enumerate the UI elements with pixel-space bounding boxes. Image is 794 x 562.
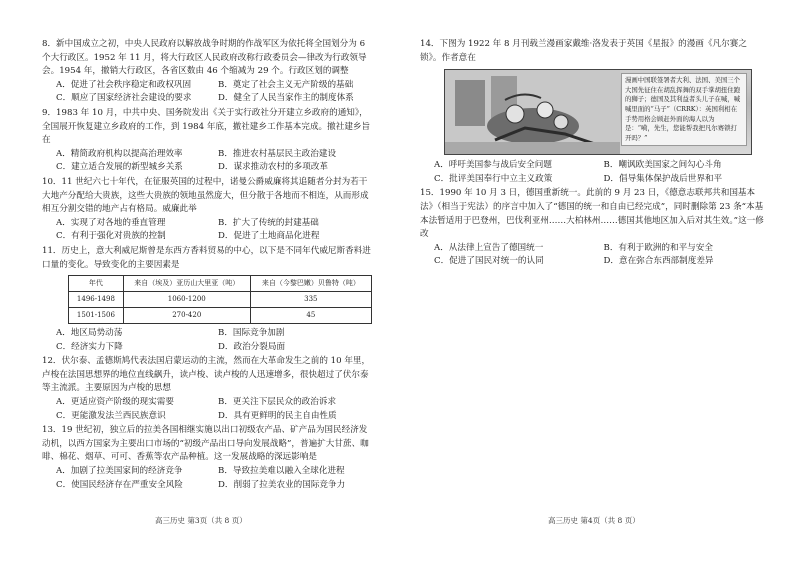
table-row bbox=[69, 308, 372, 324]
option-b[interactable]: B．导致拉美难以融入全球化进程 bbox=[218, 466, 345, 477]
question-11 bbox=[42, 245, 372, 354]
option-d[interactable]: D．削弱了拉美农业的国际竞争力 bbox=[218, 479, 346, 490]
cartoon-caption: 漫画中国联签署者大利、法国、美国三个大国先征住在胡乱挥舞的双手掌胡扭住跑的狮子；德国及其利益者头儿子在喊，喊喊里面的“马子”（CRRK）：英国利相在手势用格会顾赶外面的海人以为是：“嗬，先生，您能帮我把凡尔赛锁打开吗？” bbox=[621, 73, 747, 146]
table-header: 来自（埃及）亚历山大里亚（吨） bbox=[123, 276, 250, 292]
option-c[interactable]: C．建立适合发展的新型城乡关系 bbox=[56, 162, 183, 173]
right-column bbox=[420, 38, 765, 270]
option-d[interactable]: D．健全了人民当家作主的制度体系 bbox=[218, 93, 354, 104]
table-cell: 1501-1506 bbox=[69, 308, 124, 324]
page-footer-left: 高三历史 第3页（共 8 页） bbox=[155, 516, 247, 525]
question-14 bbox=[420, 38, 765, 186]
option-grid bbox=[42, 79, 372, 106]
question-stem: 13．19 世纪初，独立后的拉美各国相继实施以出口初级农产品、矿产品为国民经济发动机，以西方国家为主要出口市场的“初级产品出口导向发展战略”，普遍扩大甘蔗、咖啡、棉花、烟草、可可、香蕉等农产品种植。这一发展战略的深远影响是 bbox=[42, 425, 369, 463]
question-15 bbox=[420, 187, 765, 269]
option-a[interactable]: A．实现了对各地的垂直管理 bbox=[56, 217, 166, 228]
option-d[interactable]: D．意在弥合东西部制度差异 bbox=[603, 256, 714, 267]
option-b[interactable]: B．推进农村基层民主政治建设 bbox=[218, 148, 337, 159]
question-stem: 14．下图为 1922 年 8 月刊载兰漫画家戴维·洛发表于英国《星报》的漫画《凡尔赛之锁》。作者意在 bbox=[420, 39, 747, 63]
option-b[interactable]: B．国际竞争加剧 bbox=[218, 328, 285, 339]
option-b[interactable]: B．奠定了社会主义无产阶级的基础 bbox=[218, 79, 354, 90]
option-c[interactable]: C．顺应了国家经济社会建设的要求 bbox=[56, 93, 192, 104]
question-13 bbox=[42, 424, 372, 492]
question-9 bbox=[42, 107, 372, 175]
option-grid bbox=[42, 465, 372, 492]
option-grid bbox=[42, 327, 372, 354]
table-header-row bbox=[69, 276, 372, 292]
option-b[interactable]: B．嘲讽欧美国家之间勾心斗角 bbox=[603, 160, 722, 171]
table-cell: 270-420 bbox=[123, 308, 250, 324]
question-8 bbox=[42, 38, 372, 106]
option-grid bbox=[42, 396, 372, 423]
option-c[interactable]: C．更能激发法兰西民族意识 bbox=[56, 410, 166, 421]
option-b[interactable]: B．有利于欧洲的和平与安全 bbox=[603, 242, 713, 253]
option-c[interactable]: C．经济实力下降 bbox=[56, 341, 123, 352]
option-c[interactable]: C．促进了国民对统一的认同 bbox=[434, 256, 544, 267]
question-stem: 15．1990 年 10 月 3 日，德国重新统一。此前的 9 月 23 日，《德意志联邦共和国基本法》（相当于宪法）的序言中加入了“德国的统一和自由已经完成”，同时删除第 23 条“本基本法暂适用于巴登州，巴伐利亚州……大柏林州……德国其他地区加入后对其生效。”这一修改 bbox=[420, 188, 764, 240]
option-grid bbox=[420, 242, 765, 269]
option-a[interactable]: A．呼吁美国参与战后安全问题 bbox=[434, 160, 552, 171]
table-header: 来自（今黎巴嫩）贝鲁特（吨） bbox=[250, 276, 371, 292]
option-a[interactable]: A．加剧了拉美国家间的经济竞争 bbox=[56, 466, 183, 477]
option-c[interactable]: C．使国民经济存在严重安全风险 bbox=[56, 479, 183, 490]
table-row bbox=[69, 292, 372, 308]
option-d[interactable]: D．具有更鲜明的民主自由性质 bbox=[218, 410, 337, 421]
option-grid bbox=[42, 148, 372, 175]
option-a[interactable]: A．地区局势动荡 bbox=[56, 328, 123, 339]
option-a[interactable]: A．更适应资产阶级的现实需要 bbox=[56, 397, 174, 408]
cartoon-image bbox=[444, 69, 752, 155]
option-d[interactable]: D．谋求推动农村的多项改革 bbox=[218, 162, 329, 173]
option-c[interactable]: C．有利于强化对贵族的控制 bbox=[56, 231, 166, 242]
option-grid bbox=[420, 159, 765, 186]
left-column bbox=[42, 38, 372, 493]
option-b[interactable]: B．更关注下层民众的政治诉求 bbox=[218, 397, 337, 408]
question-stem: 8．新中国成立之初，中央人民政府以解放战争时期的作战军区为依托将全国划分为 6 个大行政区。1952 年 11 月，将大行政区人民政府改称行政委员会—律改为行政领导会。1954 年，撤销大行政区，各省区数由 46 个缩减为 29 个。行政区划的调整 bbox=[42, 39, 367, 77]
table-cell: 1496-1498 bbox=[69, 292, 124, 308]
option-c[interactable]: C．批评美国奉行中立主义政策 bbox=[434, 173, 553, 184]
cartoon-illustration bbox=[445, 70, 620, 154]
spice-import-table bbox=[68, 275, 372, 324]
question-stem: 12．伏尔泰、孟德斯鸠代表法国启蒙运动的主流，然而在大革命发生之前的 10 年里，卢梭在法国思想界的地位直线飙升，读卢梭、读卢梭的人迅速增多，很快超过了伏尔泰等主流派。主要原因为卢梭的思想 bbox=[42, 356, 371, 394]
option-a[interactable]: A．精简政府机构以提高治理效率 bbox=[56, 148, 183, 159]
option-a[interactable]: A．促进了社会秩序稳定和政权巩固 bbox=[56, 79, 192, 90]
question-12 bbox=[42, 355, 372, 423]
option-d[interactable]: D．倡导集体保护战后世界和平 bbox=[603, 173, 723, 184]
question-10 bbox=[42, 176, 372, 244]
question-stem: 10．11 世纪六七十年代，在征服英国的过程中，诺曼公爵威廉将其追随者分封为若干大地产分配给大贵族，这些大贵族的领地虽然庞大，但分散于各地而不相连，从而形成相互分割交错的地产占有格局。威廉此举 bbox=[42, 176, 369, 215]
table-cell: 335 bbox=[250, 292, 371, 308]
table-cell: 1060-1200 bbox=[123, 292, 250, 308]
option-b[interactable]: B．扩大了传统的封建基础 bbox=[218, 217, 319, 228]
option-d[interactable]: D．政治分裂局面 bbox=[218, 341, 286, 352]
page-footer-right: 高三历史 第4页（共 8 页） bbox=[548, 516, 640, 525]
option-grid bbox=[42, 217, 372, 244]
question-stem: 11．历史上，意大利威尼斯曾是东西方香料贸易的中心，以下是不同年代威尼斯香料进口量的变化。导致变化的主要因素是 bbox=[42, 245, 371, 270]
question-stem: 9．1983 年 10 月，中共中央、国务院发出《关于实行政社分开建立乡政府的通知》，全国展开恢复建立乡政府的工作，到 1984 年底，撤社建乡工作基本完成。撤社建乡旨在 bbox=[42, 107, 371, 146]
table-header: 年代 bbox=[69, 276, 124, 292]
table-cell: 45 bbox=[250, 308, 371, 324]
option-d[interactable]: D．促进了土地商品化进程 bbox=[218, 231, 320, 242]
option-a[interactable]: A．从法律上宣告了德国统一 bbox=[434, 242, 544, 253]
